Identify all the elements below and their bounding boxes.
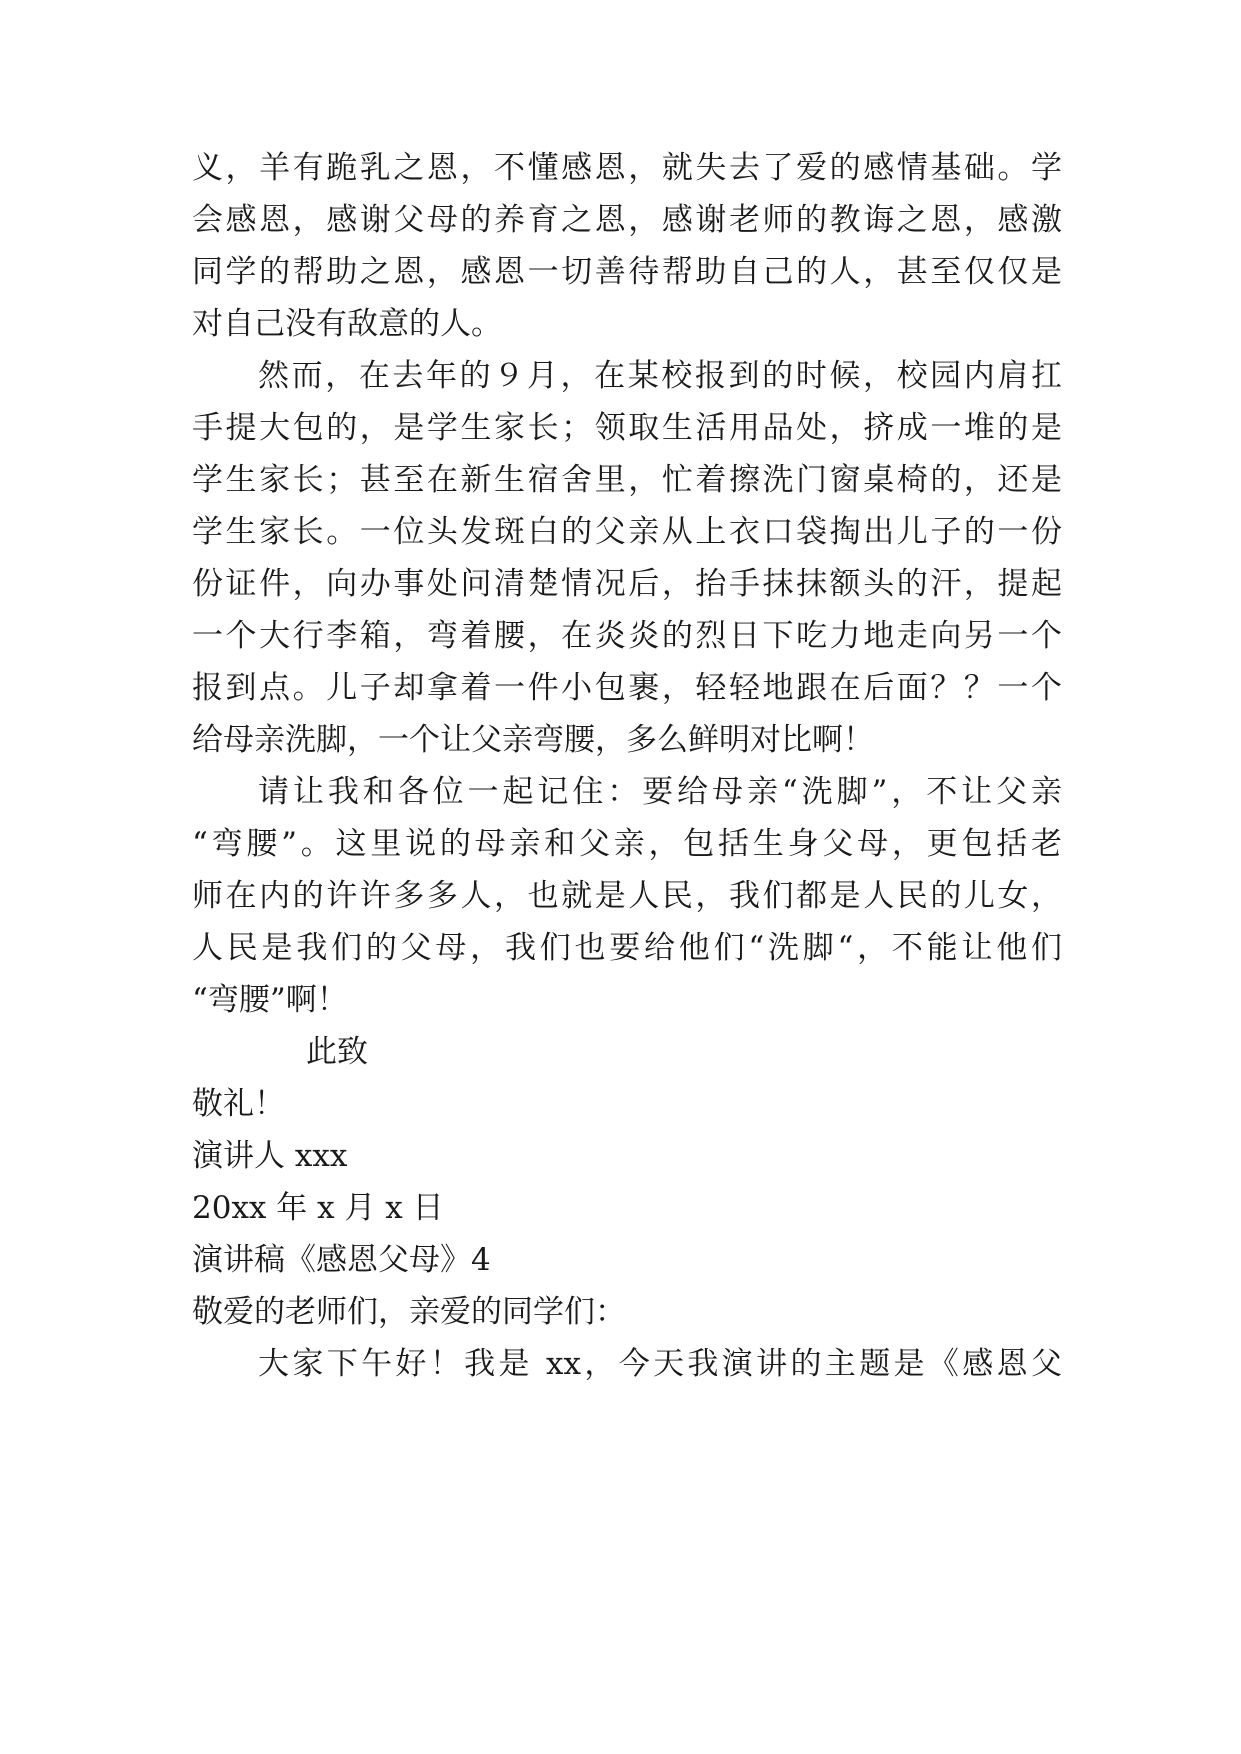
salutation: 敬礼！ (192, 1086, 285, 1122)
text-line: 报到点。儿子却拿着一件小包裹，轻轻地跟在后面？？一个 (192, 670, 1062, 706)
text-line: 手提大包的，是学生家长；领取生活用品处，挤成一堆的是 (192, 410, 1062, 446)
paragraph-first-line: 大家下午好！我是 xx，今天我演讲的主题是《感恩父 (258, 1346, 1062, 1382)
text-line: 人民是我们的父母，我们也要给他们“洗脚“，不能让他们 (192, 930, 1062, 966)
speech-title: 演讲稿《感恩父母》4 (192, 1242, 491, 1278)
date-line: 20xx 年 x 月 x 日 (192, 1190, 444, 1226)
text-line: 学生家长；甚至在新生宿舍里，忙着擦洗门窗桌椅的，还是 (192, 462, 1062, 498)
text-line: 会感恩，感谢父母的养育之恩，感谢老师的教诲之恩，感激 (192, 202, 1062, 238)
paragraph-first-line: 请让我和各位一起记住：要给母亲“洗脚”，不让父亲 (258, 774, 1062, 810)
text-line: “弯腰”。这里说的母亲和父亲，包括生身父母，更包括老 (192, 826, 1062, 862)
text-line: 份证件，向办事处问清楚情况后，抬手抹抹额头的汗，提起 (192, 566, 1062, 602)
text-line: 对自己没有敌意的人。 (192, 306, 502, 342)
text-line: 给母亲洗脚，一个让父亲弯腰，多么鲜明对比啊！ (192, 722, 874, 758)
text-line: 一个大行李箱，弯着腰，在炎炎的烈日下吃力地走向另一个 (192, 618, 1062, 654)
text-line: 义，羊有跪乳之恩，不懂感恩，就失去了爱的感情基础。学 (192, 150, 1062, 186)
text-line: “弯腰”啊！ (192, 982, 348, 1018)
greeting-line: 敬爱的老师们，亲爱的同学们： (192, 1294, 626, 1330)
text-line: 同学的帮助之恩，感恩一切善待帮助自己的人，甚至仅仅是 (192, 254, 1062, 290)
text-line: 师在内的许许多多人，也就是人民，我们都是人民的儿女， (192, 878, 1062, 914)
speaker-line: 演讲人 xxx (192, 1138, 348, 1174)
text-line: 学生家长。一位头发斑白的父亲从上衣口袋掏出儿子的一份 (192, 514, 1062, 550)
paragraph-first-line: 然而，在去年的９月，在某校报到的时候，校园内肩扛 (258, 358, 1062, 394)
closing-phrase: 此致 (306, 1034, 368, 1070)
